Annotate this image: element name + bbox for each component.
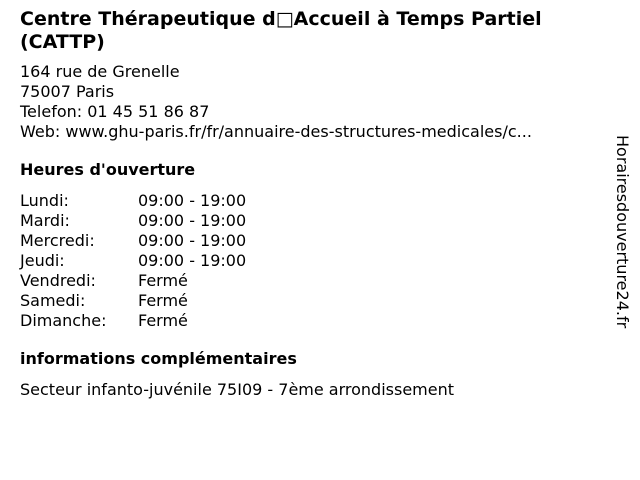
city-address: 75007 Paris — [20, 82, 115, 101]
listing-card — [20, 8, 610, 400]
phone-number: Telefon: 01 45 51 86 87 — [20, 102, 210, 121]
street-address: 164 rue de Grenelle — [20, 62, 180, 81]
day-label: Mercredi: — [20, 231, 95, 250]
site-watermark: Horairesdouverture24.fr — [613, 135, 632, 329]
day-hours: 09:00 - 19:00 — [138, 191, 247, 210]
day-hours: 09:00 - 19:00 — [138, 211, 247, 230]
day-label: Lundi: — [20, 191, 69, 210]
hours-row — [20, 211, 610, 231]
day-hours: Fermé — [138, 271, 188, 290]
day-label: Mardi: — [20, 211, 70, 230]
info-heading: informations complémentaires — [20, 349, 297, 368]
hours-table — [20, 191, 610, 331]
hours-row — [20, 231, 610, 251]
address-block — [20, 62, 610, 142]
hours-row — [20, 291, 610, 311]
hours-row — [20, 191, 610, 211]
day-label: Vendredi: — [20, 271, 96, 290]
day-label: Dimanche: — [20, 311, 107, 330]
page-title: Centre Thérapeutique d□Accueil à Temps Partiel (CATTP) — [20, 8, 542, 53]
day-label: Jeudi: — [20, 251, 65, 270]
day-hours: Fermé — [138, 291, 188, 310]
website-link: Web: www.ghu-paris.fr/fr/annuaire-des-structures-medicales/c... — [20, 122, 532, 141]
hours-row — [20, 311, 610, 331]
info-text: Secteur infanto-juvénile 75I09 - 7ème arrondissement — [20, 380, 455, 399]
hours-heading: Heures d'ouverture — [20, 160, 196, 179]
hours-row — [20, 251, 610, 271]
hours-row — [20, 271, 610, 291]
day-hours: Fermé — [138, 311, 188, 330]
day-hours: 09:00 - 19:00 — [138, 231, 247, 250]
day-hours: 09:00 - 19:00 — [138, 251, 247, 270]
day-label: Samedi: — [20, 291, 86, 310]
